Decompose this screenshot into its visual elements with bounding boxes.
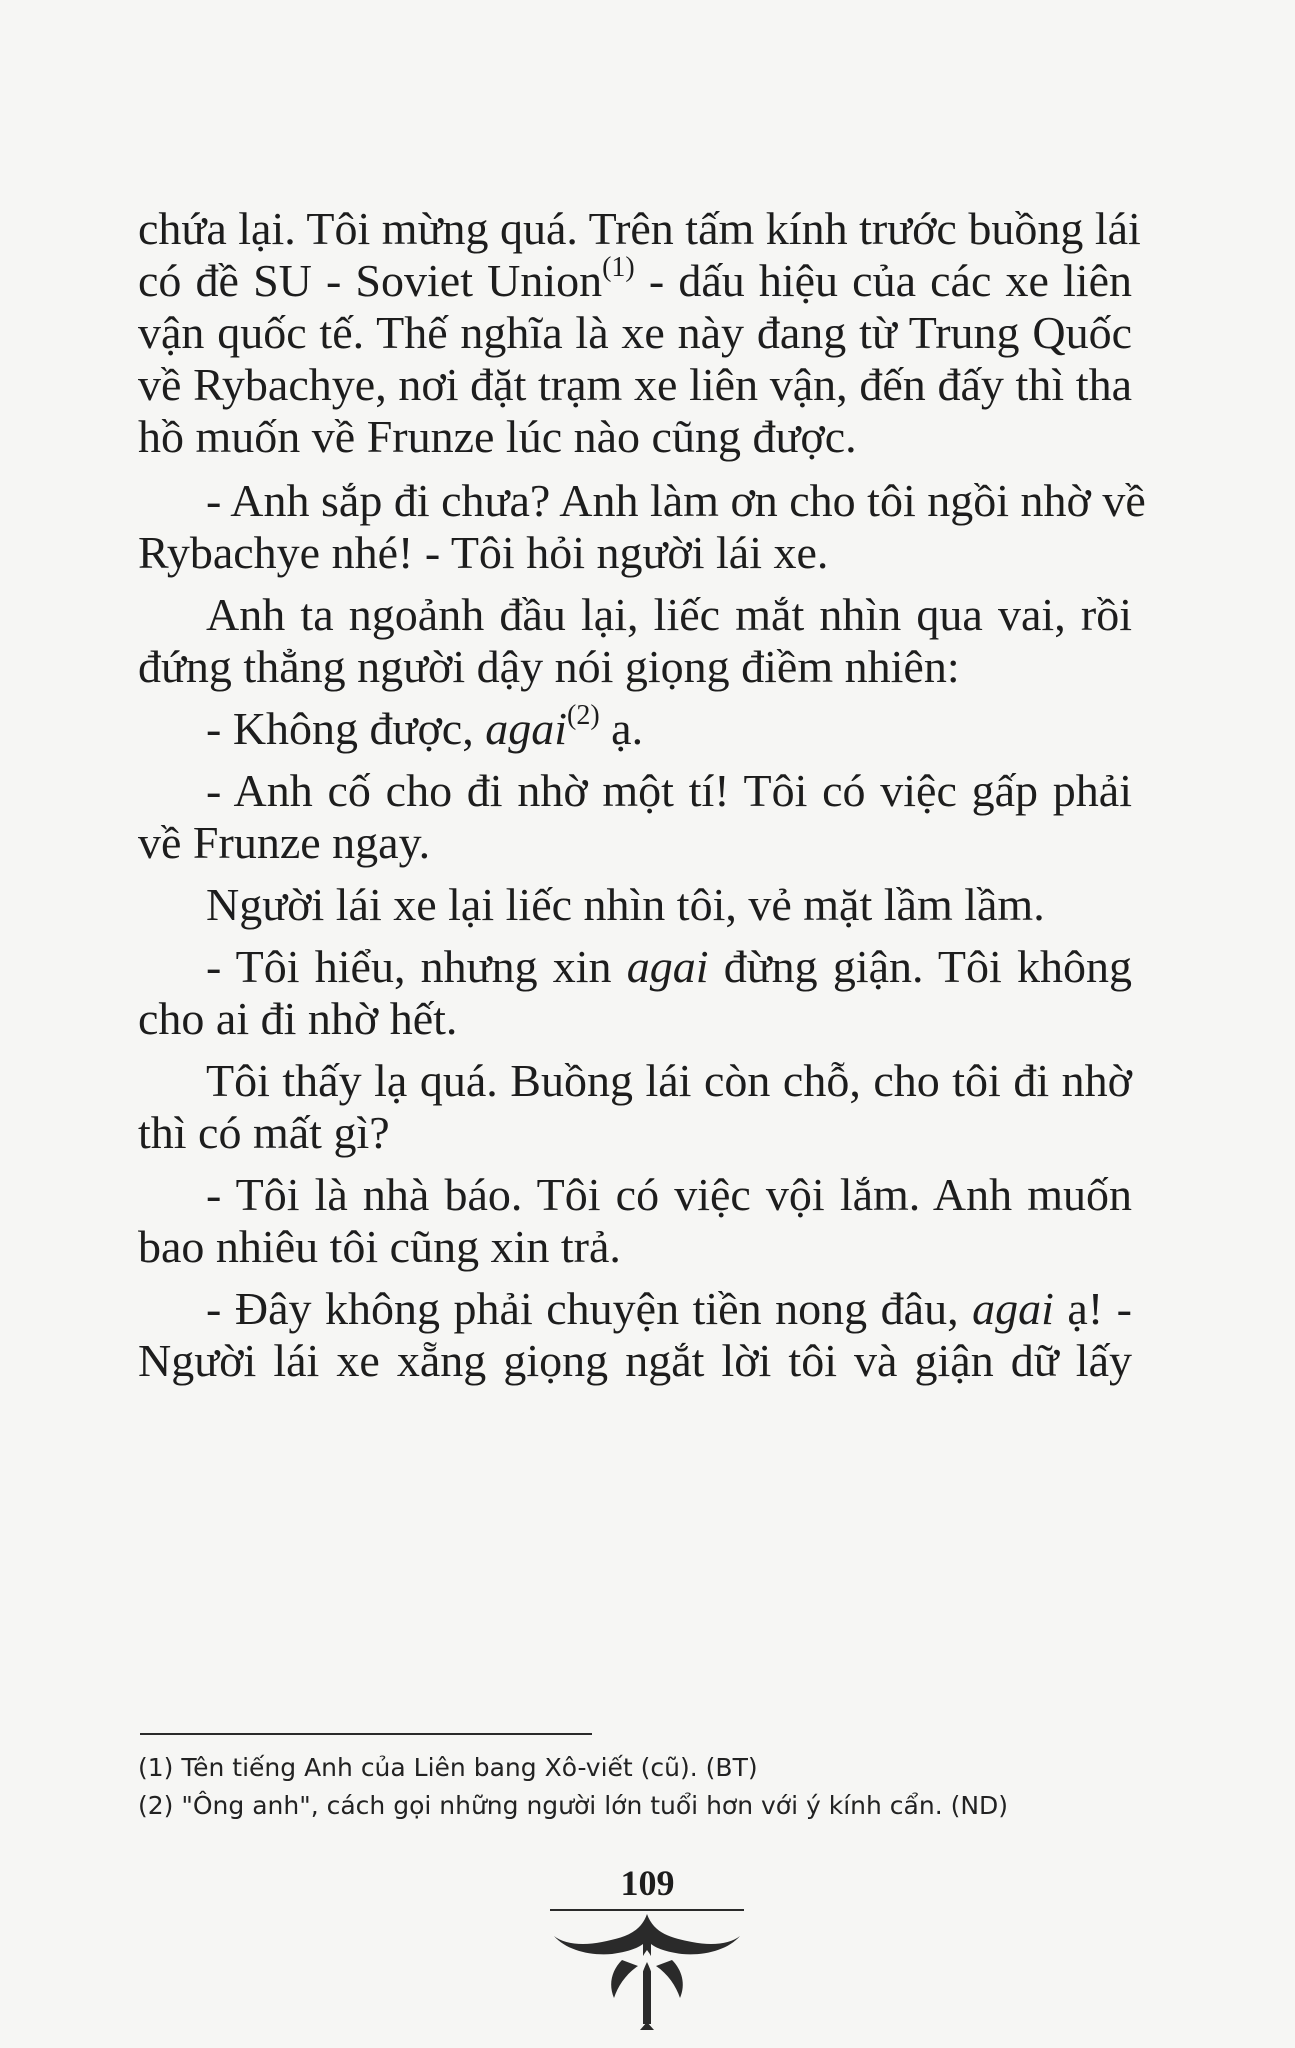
text-line: đứng thẳng người dậy nói giọng điềm nhiên: bbox=[138, 641, 960, 692]
footnote-ref-1: (1) bbox=[602, 251, 635, 283]
footnote-divider bbox=[140, 1733, 592, 1735]
text-line bbox=[138, 696, 1132, 762]
text-line: hồ muốn về Frunze lúc nào cũng được. bbox=[138, 411, 857, 462]
footnote-2: (2) "Ông anh", cách gọi những người lớn tuổi hơn với ý kính cẩn. (ND) bbox=[138, 1791, 1009, 1820]
text-fragment: - Không được, bbox=[206, 703, 486, 754]
footnote-1: (1) Tên tiếng Anh của Liên bang Xô-viết (cũ). (BT) bbox=[138, 1753, 758, 1782]
italic-word: agai bbox=[485, 703, 567, 754]
text-line: Người lái xe lại liếc nhìn tôi, vẻ mặt lầm lầm. bbox=[206, 879, 1045, 930]
italic-word: agai bbox=[972, 1283, 1054, 1334]
text-line: về Frunze ngay. bbox=[138, 817, 431, 868]
text-fragment: ạ. bbox=[599, 703, 644, 754]
text-line: Anh ta ngoảnh đầu lại, liếc mắt nhìn qua vai, rồi bbox=[206, 589, 1132, 640]
text-line: về Rybachye, nơi đặt trạm xe liên vận, đến đấy thì tha bbox=[138, 359, 1132, 410]
fleuron-ornament-icon bbox=[542, 1904, 752, 2030]
text-line: thì có mất gì? bbox=[138, 1107, 390, 1158]
text-line: chứa lại. Tôi mừng quá. Trên tấm kính trước buồng lái bbox=[138, 203, 1141, 254]
footnote-ref-2: (2) bbox=[567, 699, 600, 731]
text-line: Tôi thấy lạ quá. Buồng lái còn chỗ, cho tôi đi nhờ bbox=[206, 1055, 1132, 1106]
text-fragment: - Đây không phải chuyện tiền nong đâu, bbox=[206, 1283, 973, 1334]
text-fragment: đừng giận. Tôi không bbox=[708, 941, 1132, 992]
text-line: - Anh cố cho đi nhờ một tí! Tôi có việc gấp phải bbox=[206, 765, 1132, 816]
italic-word: agai bbox=[626, 941, 709, 992]
text-line: - Anh sắp đi chưa? Anh làm ơn cho tôi ngồi nhờ về bbox=[206, 475, 1146, 526]
text-fragment: có đề SU - Soviet Union bbox=[138, 255, 603, 306]
text-fragment: - Tôi hiểu, nhưng xin bbox=[206, 941, 627, 992]
text-line: Rybachye nhé! - Tôi hỏi người lái xe. bbox=[138, 527, 829, 578]
text-line: - Tôi là nhà báo. Tôi có việc vội lắm. Anh muốn bbox=[206, 1169, 1132, 1220]
text-fragment: - dấu hiệu của các xe liên bbox=[634, 255, 1132, 306]
text-line: vận quốc tế. Thế nghĩa là xe này đang từ Trung Quốc bbox=[138, 307, 1132, 358]
text-line: Người lái xe xẵng giọng ngắt lời tôi và giận dữ lấy bbox=[138, 1335, 1132, 1386]
text-fragment: ạ! - bbox=[1053, 1283, 1132, 1334]
page-number: 109 bbox=[620, 1863, 675, 1903]
text-line: bao nhiêu tôi cũng xin trả. bbox=[138, 1221, 621, 1272]
text-line: cho ai đi nhờ hết. bbox=[138, 993, 458, 1044]
